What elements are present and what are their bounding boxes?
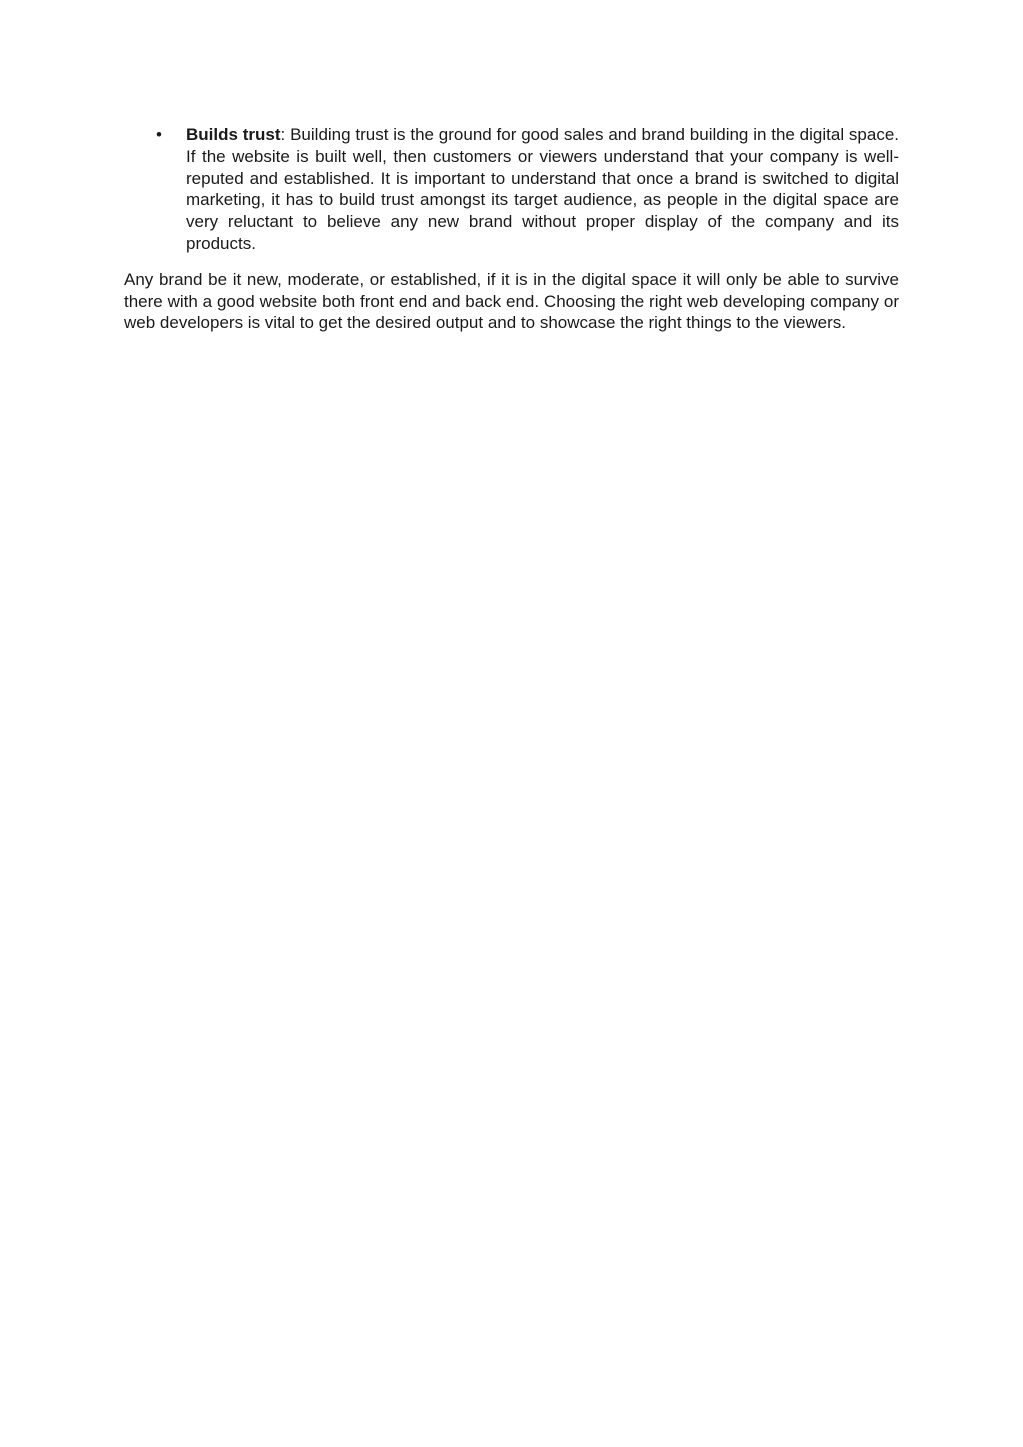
closing-paragraph: Any brand be it new, moderate, or established, if it is in the digital space it will only be able to survive there with a good website both front end and back end. Choosing the right web developing company or web developers is vital to get the desired output and to showcase the right things to the viewers. [124, 269, 899, 333]
bullet-separator: : [280, 125, 286, 144]
bullet-text: Building trust is the ground for good sales and brand building in the digital space. If the website is built well, then customers or viewers understand that your company is well-reputed and established. It is important to understand that once a brand is switched to digital marketing, it has to build trust amongst its target audience, as people in the digital space are very reluctant to believe any new brand without proper display of the company and its products. [186, 125, 899, 253]
document-body [124, 124, 899, 334]
bullet-item-builds-trust [124, 124, 899, 255]
bullet-icon: • [156, 125, 162, 144]
bullet-term: Builds trust [186, 125, 281, 144]
bullet-list [124, 124, 899, 255]
